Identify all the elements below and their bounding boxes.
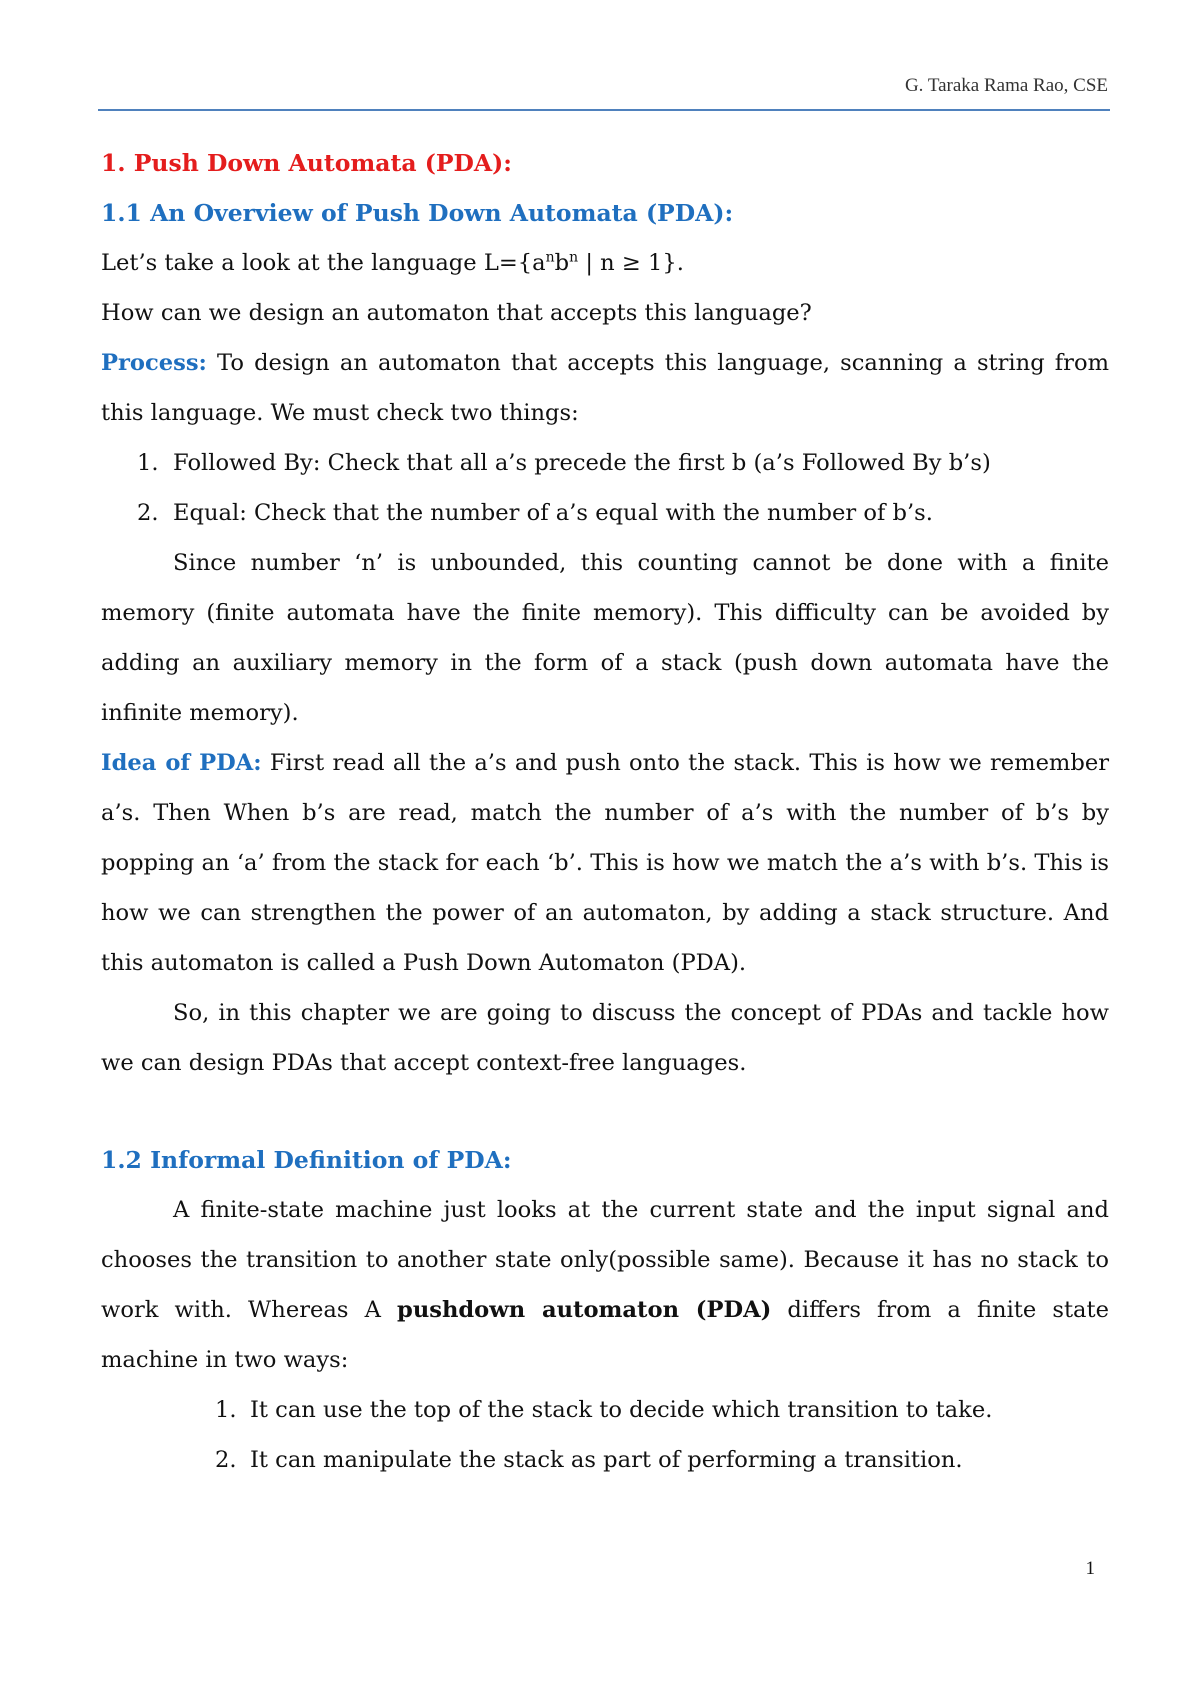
process-label: Process: [101,350,207,376]
list-item: 1. Followed By: Check that all a’s precede the first b (a’s Followed By b’s) [137,450,991,476]
process-paragraph: Process: To design an automaton that accepts this language, scanning a string from this language. We must check two things: [101,350,1109,426]
checks-list [101,438,1109,538]
ways-list [101,1385,1109,1485]
section-1-1-title: 1.1 An Overview of Push Down Automata (PDA): [101,199,734,227]
header-author: G. Taraka Rama Rao, CSE [904,75,1108,96]
header-divider [98,109,1110,111]
pda-term: pushdown automaton (PDA) [397,1297,772,1323]
list-item: 2. It can manipulate the stack as part of performing a transition. [215,1447,963,1473]
design-question: How can we design an automaton that accepts this language? [101,300,812,326]
list-item: 2. Equal: Check that the number of a’s equal with the number of b’s. [137,500,933,526]
list-item: 1. It can use the top of the stack to decide which transition to take. [215,1397,993,1423]
section-1-2-title: 1.2 Informal Definition of PDA: [101,1146,512,1174]
page-number: 1 [1085,1558,1095,1579]
informal-definition-paragraph: A finite-state machine just looks at the current state and the input signal and chooses the transition to another state only(possible same). Because it has no stack to work with. Whereas A pushdown automaton (PDA) differs from a finite state machine in two ways: [101,1197,1109,1373]
chapter-paragraph: So, in this chapter we are going to discuss the concept of PDAs and tackle how we can design PDAs that accept context-free languages. [101,1000,1109,1076]
unbounded-paragraph: Since number ‘n’ is unbounded, this counting cannot be done with a finite memory (finite automata have the finite memory). This difficulty can be avoided by adding an auxiliary memory in the form of a stack (push down automata have the infinite memory). [101,550,1109,726]
document-body [101,138,1109,1485]
idea-paragraph: Idea of PDA: First read all the a’s and push onto the stack. This is how we remember a’s. Then When b’s are read, match the number of a’s with the number of b’s by popping an ‘a’ from the stack for each ‘b’. This is how we match the a’s with b’s. This is how we can strengthen the power of an automaton, by adding a stack structure. And this automaton is called a Push Down Automaton (PDA). [101,750,1109,976]
language-definition: Let’s take a look at the language $L=\{a^nb^n$ | n ≥ 1}. [101,249,684,276]
idea-label: Idea of PDA: [101,750,262,776]
section-1-title: 1. Push Down Automata (PDA): [101,149,512,177]
